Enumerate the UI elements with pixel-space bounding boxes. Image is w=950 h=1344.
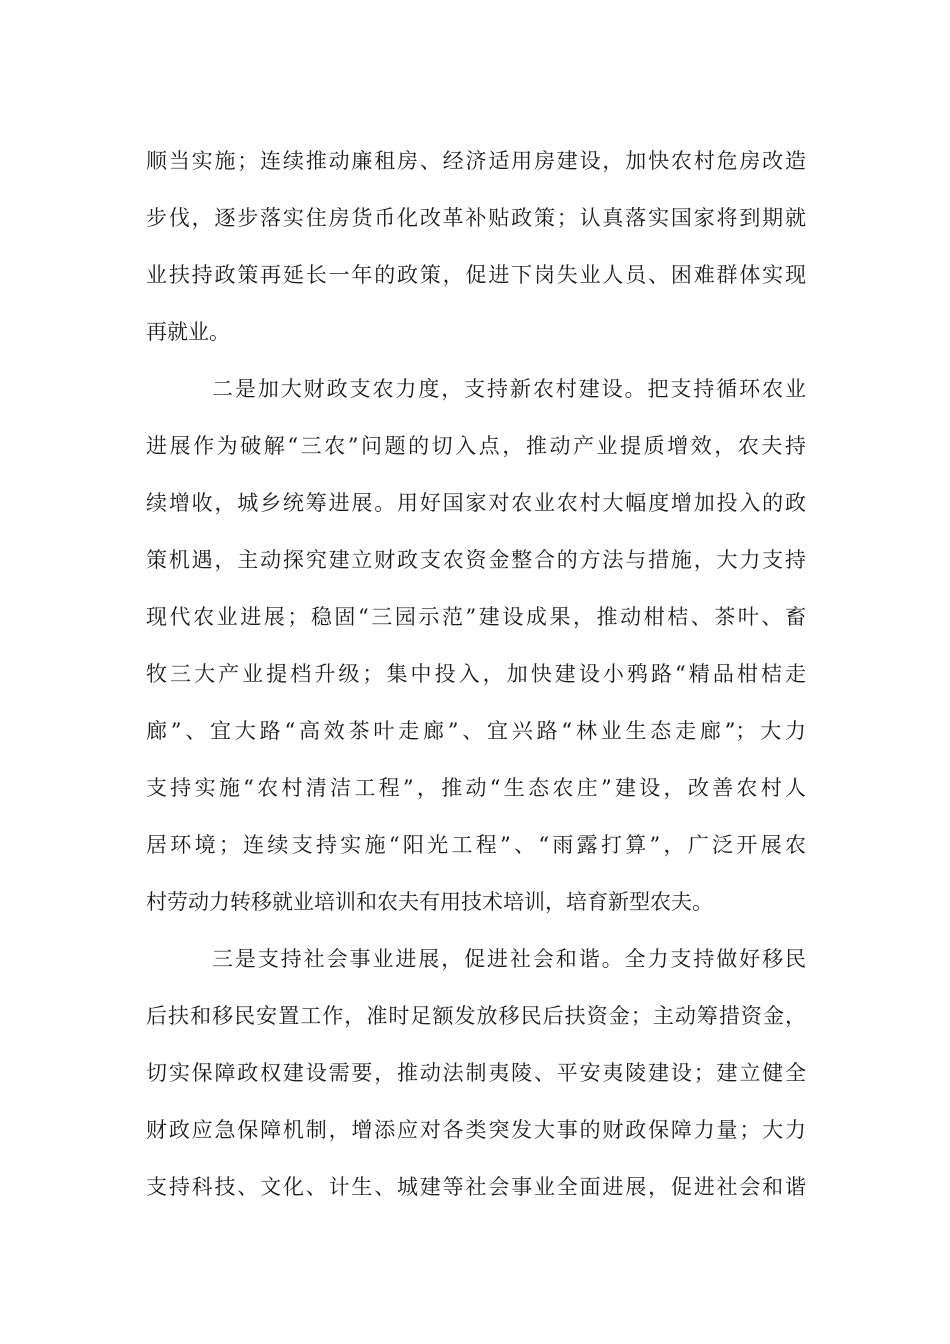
text-line: 支持科技、文化、计生、城建等社会事业全面进展，促进社会和谐 <box>146 1175 806 1199</box>
text-line: 续增收，城乡统筹进展。用好国家对农业农村大幅度增加投入的政 <box>146 491 806 515</box>
paragraph-heading-line: 三是支持社会事业进展，促进社会和谐。全力支持做好移民 <box>212 947 806 971</box>
text-line: 财政应急保障机制，增添应对各类突发大事的财政保障力量；大力 <box>146 1118 806 1142</box>
text-line: 现代农业进展；稳固“三园示范”建设成果，推动柑桔、茶叶、畜 <box>146 605 806 629</box>
text-line: 牧三大产业提档升级；集中投入，加快建设小鸦路“精品柑桔走 <box>146 662 806 686</box>
text-line: 顺当实施；连续推动廉租房、经济适用房建设，加快农村危房改造 <box>146 149 806 173</box>
text-line: 后扶和移民安置工作，准时足额发放移民后扶资金；主动筹措资金， <box>146 1004 806 1028</box>
text-line: 支持实施“农村清洁工程”，推动“生态农庄”建设，改善农村人 <box>146 776 806 800</box>
text-line: 切实保障政权建设需要，推动法制夷陵、平安夷陵建设；建立健全 <box>146 1061 806 1085</box>
text-line: 业扶持政策再延长一年的政策，促进下岗失业人员、困难群体实现 <box>146 263 806 287</box>
text-line: 廊”、宜大路“高效茶叶走廊”、宜兴路“林业生态走廊”；大力 <box>146 719 806 743</box>
text-line: 再就业。 <box>146 320 230 344</box>
paragraph-heading-line: 二是加大财政支农力度，支持新农村建设。把支持循环农业 <box>212 377 806 401</box>
text-line: 策机遇，主动探究建立财政支农资金整合的方法与措施，大力支持 <box>146 548 806 572</box>
text-line: 居环境；连续支持实施“阳光工程”、“雨露打算”，广泛开展农 <box>146 833 806 857</box>
document-body <box>146 133 806 1216</box>
text-line: 步伐，逐步落实住房货币化改革补贴政策；认真落实国家将到期就 <box>146 206 806 230</box>
text-line: 村劳动力转移就业培训和农夫有用技术培训，培育新型农夫。 <box>146 890 713 914</box>
text-line: 进展作为破解“三农”问题的切入点，推动产业提质增效，农夫持 <box>146 434 806 458</box>
